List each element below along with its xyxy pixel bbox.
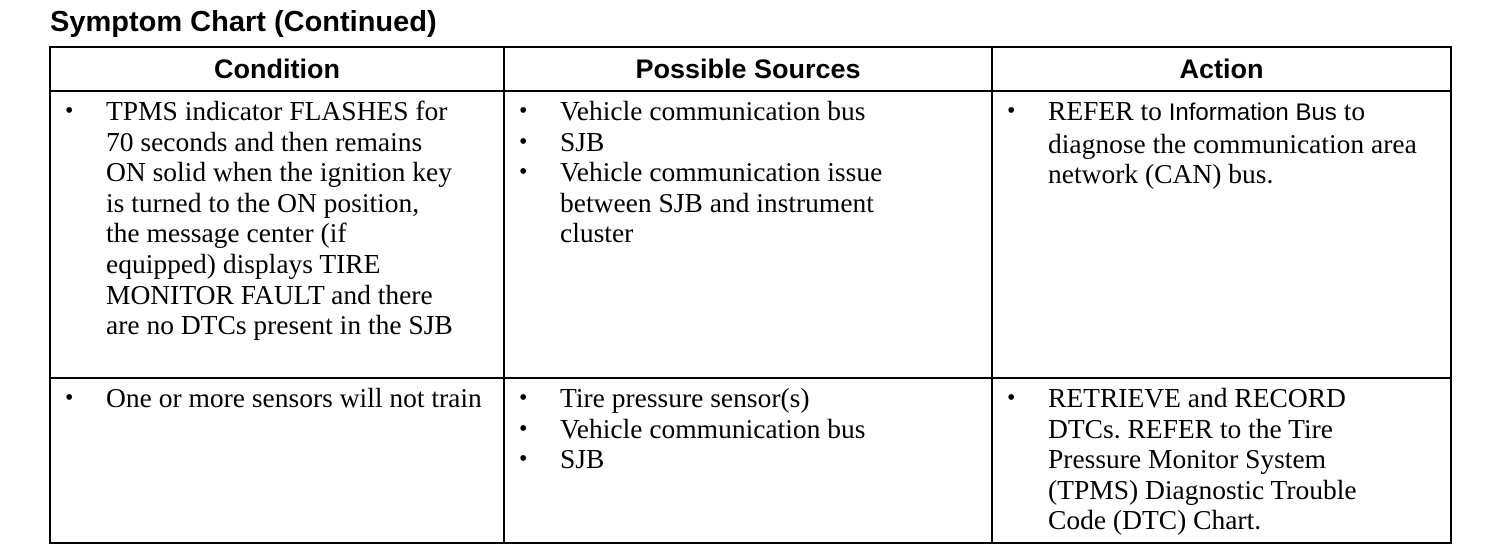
column-header-condition: Condition [50, 47, 504, 91]
source-text: Vehicle communication bus [560, 95, 866, 126]
action-text-prefix: REFER to [1048, 95, 1169, 126]
possible-sources-cell [504, 378, 992, 543]
bullet-icon: • [519, 385, 528, 411]
action-text-suffix: to diagnose the communication area network (CAN) bus. [1048, 95, 1417, 190]
condition-cell [50, 91, 504, 378]
action-cell [992, 378, 1451, 543]
bullet-icon: • [519, 159, 528, 186]
source-item [513, 383, 983, 414]
condition-cell [50, 378, 504, 543]
information-bus-link[interactable]: Information Bus [1168, 99, 1337, 126]
action-item [1001, 383, 1371, 536]
action-item [1001, 96, 1421, 190]
bullet-icon: • [519, 446, 528, 473]
source-text: SJB [560, 125, 605, 157]
source-item [513, 157, 903, 249]
bullet-icon: • [1007, 385, 1016, 411]
symptom-chart-table [49, 46, 1452, 544]
bullet-icon: • [519, 128, 528, 155]
condition-text: TPMS indicator FLASHES for 70 seconds and then remains ON solid when the ignition key is turned to the ON position, the message center (if equipped) displays TIRE MONITOR FAULT and there are no DTCs present in the SJB [106, 95, 453, 341]
source-item [513, 96, 903, 127]
bullet-icon: • [65, 385, 74, 411]
bullet-icon: • [519, 415, 528, 442]
source-item [513, 127, 903, 158]
bullet-icon: • [1007, 98, 1016, 124]
condition-text: One or more sensors will not train [106, 382, 482, 413]
table-row [50, 91, 1451, 378]
source-item [513, 414, 983, 445]
possible-sources-cell [504, 91, 992, 378]
source-text: Vehicle communication bus [560, 412, 866, 444]
source-text: SJB [560, 443, 605, 475]
bullet-icon: • [65, 98, 74, 124]
table-header-row [50, 47, 1451, 91]
condition-item [59, 383, 486, 414]
action-cell [992, 91, 1451, 378]
source-item [513, 444, 983, 475]
column-header-possible-sources: Possible Sources [504, 47, 992, 91]
condition-item [59, 96, 456, 341]
action-text: RETRIEVE and RECORD DTCs. REFER to the Tire Pressure Monitor System (TPMS) Diagnostic Trouble Code (DTC) Chart. [1048, 382, 1357, 536]
column-header-action: Action [992, 47, 1451, 91]
source-text: Vehicle communication issue between SJB and instrument cluster [560, 156, 883, 249]
source-text: Tire pressure sensor(s) [560, 382, 810, 413]
page-title: Symptom Chart (Continued) [50, 6, 437, 38]
table-row [50, 378, 1451, 543]
bullet-icon: • [519, 98, 528, 124]
